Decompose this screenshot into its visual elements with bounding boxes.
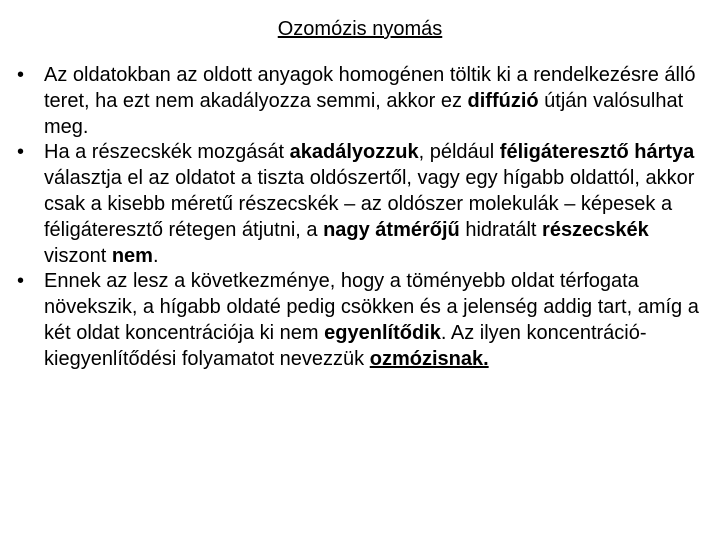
text: . Az ilyen koncentráció-kiegyenlítődési folyamatot nevezzük [44, 321, 647, 370]
bullet-dot: • [17, 64, 25, 86]
bold-term: részecskék [542, 218, 649, 241]
text: Az oldatokban az oldott anyagok homogénen töltik ki a rendelkezésre álló teret, ha ezt nem akadályozza semmi, akkor ez [44, 64, 696, 112]
text: választja el az oldatot a tiszta oldószertől, vagy egy hígabb oldattól, akkor csak a kisebb méretű részecskék – az oldószer molekulák – képesek a féligáteresztő rétegen átjutni, a [44, 167, 695, 241]
bold-term: nem [111, 244, 153, 267]
bold-term: diffúzió [467, 89, 539, 112]
bullet-item-diffusion [0, 63, 700, 140]
bold-underlined-term: ozmózisnak. [369, 347, 489, 370]
bold-term: akadályozzuk [289, 141, 419, 164]
text: hidratált [459, 218, 543, 241]
text: viszont [44, 244, 112, 267]
bullet-item-osmosis [0, 269, 700, 372]
text: Ha a részecskék mozgását [44, 141, 290, 164]
bullet-item-semipermeable [0, 140, 700, 269]
bullet-dot: • [17, 141, 25, 164]
text: . [152, 244, 159, 267]
bold-term: féligáteresztő hártya [499, 141, 695, 164]
slide-title [0, 16, 720, 42]
text: , például [418, 141, 500, 164]
bullet-dot: • [17, 270, 25, 293]
text: útján valósulhat meg. [44, 89, 684, 138]
slide-title-text: Ozomózis nyomás [277, 18, 443, 40]
text: Ennek az lesz a következménye, hogy a töményebb oldat térfogata növekszik, a hígabb oldaté pedig csökken és a jelenség addig tart, amíg a két oldat koncentrációja ki nem [44, 270, 699, 344]
bullet-list [0, 63, 700, 373]
bold-term: nagy átmérőjű [323, 218, 460, 241]
bold-term: egyenlítődik [324, 321, 441, 344]
